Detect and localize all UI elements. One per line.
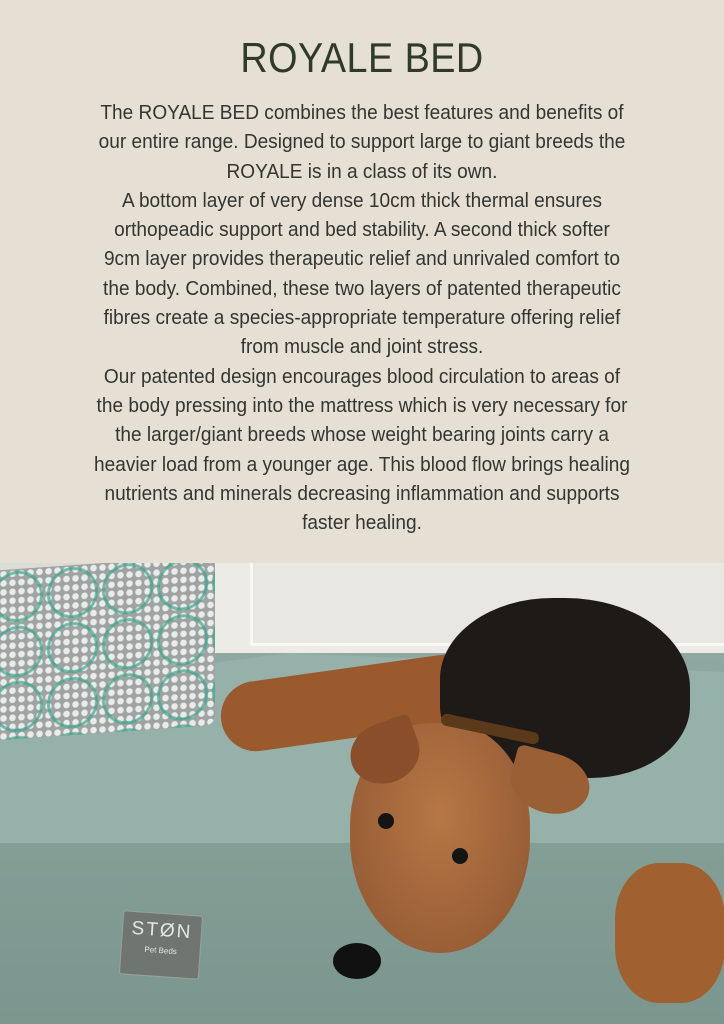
page-title: ROYALE BED	[240, 34, 484, 81]
product-photo	[0, 563, 724, 1024]
description-line: fibres create a species-appropriate temperature offering relief	[103, 306, 621, 330]
description	[0, 98, 724, 537]
description-line: The ROYALE BED combines the best features and benefits of	[100, 101, 624, 124]
description-line: A bottom layer of very dense 10cm thick thermal ensures	[121, 188, 603, 212]
description-line: our entire range. Designed to support large to giant breeds the	[98, 130, 626, 154]
description-line: nutrients and minerals decreasing inflammation and supports	[104, 481, 620, 505]
description-line: orthopeadic support and bed stability. A second thick softer	[114, 218, 610, 242]
description-line: Our patented design encourages blood circulation to areas of	[103, 364, 621, 388]
description-line: heavier load from a younger age. This blood flow brings healing	[94, 452, 630, 476]
brand-label-name: STØN	[130, 917, 194, 944]
description-line: the body. Combined, these two layers of patented therapeutic	[103, 276, 621, 300]
dog-paw	[615, 863, 724, 1003]
description-line: faster healing.	[302, 511, 422, 535]
dog-nose	[333, 943, 381, 979]
description-line: 9cm layer provides therapeutic relief and unrivaled comfort to	[103, 247, 621, 271]
description-line: the larger/giant breeds whose weight bearing joints carry a	[115, 423, 609, 447]
pillow-pattern	[0, 563, 215, 741]
dog-eye	[452, 848, 468, 864]
description-line: ROYALE is in a class of its own.	[226, 159, 498, 183]
dog-eye	[378, 813, 394, 829]
description-line: the body pressing into the mattress which is very necessary for	[96, 393, 628, 417]
brand-label-sub: Pet Beds	[144, 944, 178, 957]
description-line: from muscle and joint stress.	[240, 335, 484, 359]
brand-label	[119, 910, 203, 979]
